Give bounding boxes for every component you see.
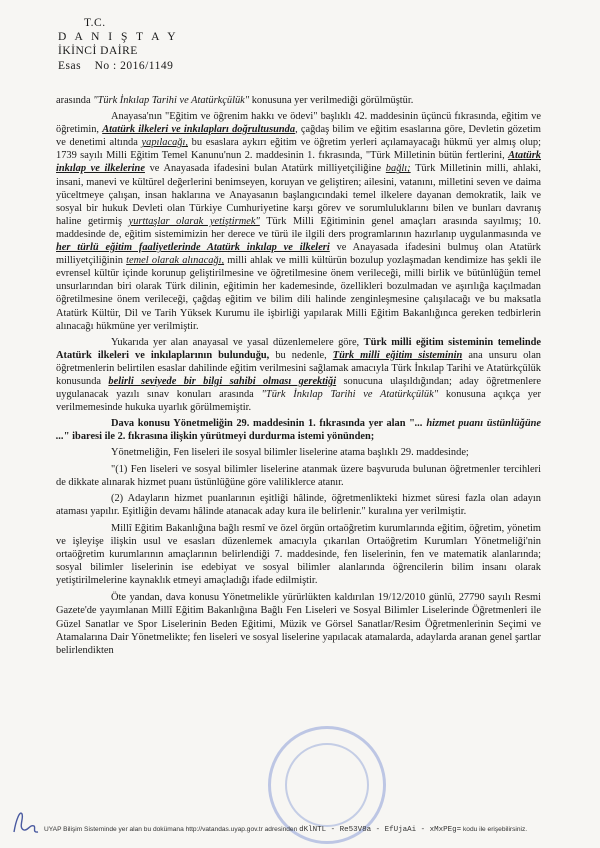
text-run: Anayasa'nın "Eğitim ve öğrenim hakkı ve ödevi" başlıklı 42. maddesinin üçüncü fıkrasında, eğitim ve öğretimin, bbox=[56, 111, 541, 136]
text-run: , çağdaş bilim ve eğitim esaslarına göre, Devletin gözetim ve denetimi altında bbox=[56, 124, 541, 149]
text-run: bağlı; bbox=[385, 163, 411, 175]
text-run: "Türk İnkılap Tarihi ve Atatürkçülük" bbox=[261, 389, 439, 401]
text-run: sonucuna ulaşıldığından; aday öğretmenlere uygulanacak yazılı sınav konuları arasında bbox=[56, 375, 542, 401]
paragraph-7 bbox=[56, 492, 541, 518]
paragraph-8 bbox=[56, 522, 541, 587]
paragraph-6 bbox=[56, 463, 541, 489]
text-run: konusuna açıkça yer verilmemesinde hukuka uyarlık görülmemiştir. bbox=[56, 389, 541, 414]
signature-mark bbox=[8, 800, 48, 840]
paragraph-3 bbox=[56, 336, 541, 415]
text-run: "(1) Fen liseleri ve sosyal bilimler liselerine atanmak üzere başvuruda bulunan öğretmenler tercihleri de dikkate alınarak hizmet puanı üstünlüğüne göre valiliklerce atanır. bbox=[56, 463, 541, 488]
paragraph-9 bbox=[56, 591, 541, 656]
text-run: Türk Milli Eğitiminin genel amaçları arasında sayılmış; 10. maddesinde de, eğitim sistemimizin her derece ve türü ile ilgili ders programlarının hazırlanıp uygulanmasında ve bbox=[56, 215, 542, 240]
text-run: Türk milli eğitim sisteminin temelinde Atatürk ilkeleri ve inkılaplarının bulunduğu, bbox=[56, 336, 541, 361]
paragraph-4 bbox=[56, 417, 541, 443]
text-run: ve Anayasada ifadesini bulmuş olan Atatürk milliyetçiliğinin bbox=[56, 242, 541, 267]
text-run: Türk Milletinin milli, ahlaki, insani, manevi ve kültürel değerlerini benimseyen, koruyan ve geliştiren; ailesini, vatanını, milletini seven ve daima yüceltmeye çalışan, insan haklarına ve Anayasanın başlangıcındaki temel ilkelere dayanan demokratik, laik ve sosyal bir hukuk Devleti olan Türkiye Cumhuriyetine karşı görev ve sorumluluklarını bilen ve bunları davranış haline getirmiş bbox=[56, 163, 541, 227]
document-body bbox=[56, 94, 541, 660]
header-chamber: İKİNCİ DAİRE bbox=[58, 45, 138, 57]
text-run: arasında bbox=[56, 95, 94, 106]
text-run: "Türk İnkılap Tarihi ve Atatürkçülük" bbox=[93, 95, 250, 106]
text-run: Atatürk inkılap ve ilkelerine bbox=[56, 150, 541, 175]
text-run: yapılacağı, bbox=[141, 137, 188, 149]
esas-label: Esas bbox=[58, 60, 82, 72]
text-run: Öte yandan, dava konusu Yönetmelikle yürürlükten kaldırılan 19/12/2010 günlü, 27790 sayılı Resmi Gazete'de yayımlanan Millî Eğitim Bakanlığına Bağlı Fen Liseleri ve Sosyal Bilimler Liselerinde Öğretmenleri ile Güzel Sanatlar ve Spor Liselerinin Beden Eğitimi, Müzik ve Görsel Sanatlar/Resim Öğretmenlerinin Seçimi ve Atamalarına Dair Yönetmelikte; fen liseleri ve sosyal liselerine yapılacak atamalarda, adaylarda aranan genel şartlar belirlendikten bbox=[56, 592, 541, 656]
text-run: konusuna yer verilmediği görülmüştür. bbox=[249, 95, 414, 106]
footer-suffix: kodu ile erişebilirsiniz. bbox=[463, 826, 528, 833]
text-run: Türk milli eğitim sisteminin bbox=[332, 349, 463, 361]
text-run: her türlü eğitim faaliyetlerinde Atatürk inkılap ve ilkeleri bbox=[56, 242, 330, 254]
text-run: temel olarak alınacağı, bbox=[126, 255, 225, 267]
text-run: milli ahlak ve milli kültürün bozulup yozlaşmadan kendimize has şekli ile evrensel kültür içinde korunup geliştirilmesine ve öğretilmesine önem verileceği, milli birlik ve bütünlüğün temel unsurlarından biri olarak Türk dilinin, eğitimin her kademesinde, özellikleri bozulmadan ve aşırılığa kaçılmadan öğretilmesine önem verileceği, çağdaş eğitim ve bilim dili halinde zenginleşmesine çalışılacağı ve bu maksatla Atatürk Kültür, Dil ve Tarih Yüksek Kurumu ile işbirliği yapılarak Milli Eğitim Bakanlığınca gereken tedbirlerin alınacağı hükmüne yer verilmiştir. bbox=[56, 255, 542, 332]
text-run: ... hizmet puanı üstünlüğüne ... bbox=[56, 418, 541, 443]
footer-code: dKlNTL - Re53V8a - EfUjaAi - xMxPEg= bbox=[299, 826, 462, 834]
text-run: (2) Adayların hizmet puanlarının eşitliği hâlinde, öğretmenlikteki hizmet süresi fazla olan adayın ataması yapılır. Eşitliğin devamı hâlinde atanacak aday kura ile belirlenir." kuralına yer verilmiştir. bbox=[56, 492, 541, 517]
text-run: Millî Eğitim Bakanlığına bağlı resmî ve özel örgün ortaöğretim kurumlarında eğitim, öğretim, yönetim ve işleyişe ilişkin usul ve esasları düzenlemek amacıyla çıkarılan Ortaöğretim Kurumları Yönetmeliği'nin ortaöğretim kurumlarının amaçlarının belirlendiği 7. maddesinde, fen liselerinin, fen ve matematik alanlarında; sosyal bilimler liselerinin ise edebiyat ve sosyal bilimler alanlarında öğrencilerin bilim insanı olarak yetiştirilmelerine kaynaklık etmeyi amaçladığı ifade edilmiştir. bbox=[56, 522, 541, 587]
text-run: bu esaslara aykırı eğitim ve öğretim yerleri açılamayacağı hükmü yer almış olup; 1739 sayılı Milli Eğitim Temel Kanunu'nun 2. maddesinin 1. fıkrasında, "Türk Milletinin bütün fertlerini, bbox=[56, 137, 541, 162]
text-run: ana unsuru olan öğretmenlerin belirtilen esaslar dahilinde eğitim verilmesini sağlamak amacıyla Türk İnkılap Tarihi ve Atatürkçülük konusunda bbox=[56, 349, 542, 387]
text-run: yurttaşlar olarak yetiştirmek" bbox=[128, 215, 260, 227]
esas-number: No : 2016/1149 bbox=[94, 60, 174, 72]
paragraph-1 bbox=[56, 94, 541, 107]
text-run: " ibaresi ile 2. fıkrasına ilişkin yürütmeyi durdurma istemi yönünden; bbox=[63, 431, 375, 443]
text-run: Yukarıda yer alan anayasal ve yasal düzenlemelere göre, bbox=[111, 336, 364, 348]
header-tc: T.C. bbox=[84, 17, 106, 29]
document-footer bbox=[44, 826, 584, 834]
text-run: Dava konusu Yönetmeliğin 29. maddesinin 1. fıkrasında yer alan " bbox=[111, 418, 415, 430]
document-header bbox=[58, 16, 179, 73]
text-run: ve Anayasada ifadesini bulan Atatürk milliyetçiliğine bbox=[144, 163, 386, 175]
text-run: bu nedenle, bbox=[269, 349, 333, 361]
text-run: Atatürk ilkeleri ve inkılapları doğrultusunda bbox=[102, 124, 296, 136]
footer-text: UYAP Bilişim Sisteminde yer alan bu dokümana http://vatandas.uyap.gov.tr adresinden bbox=[44, 826, 298, 833]
text-run: Yönetmeliğin, Fen liseleri ile sosyal bilimler liselerine atama başlıklı 29. maddesinde; bbox=[111, 447, 469, 459]
header-court: D A N I Ş T A Y bbox=[58, 31, 179, 43]
paragraph-2 bbox=[56, 110, 541, 333]
header-esas bbox=[58, 59, 179, 73]
paragraph-5 bbox=[56, 446, 541, 459]
text-run: belirli seviyede bir bilgi sahibi olması gerektiği bbox=[108, 375, 337, 387]
